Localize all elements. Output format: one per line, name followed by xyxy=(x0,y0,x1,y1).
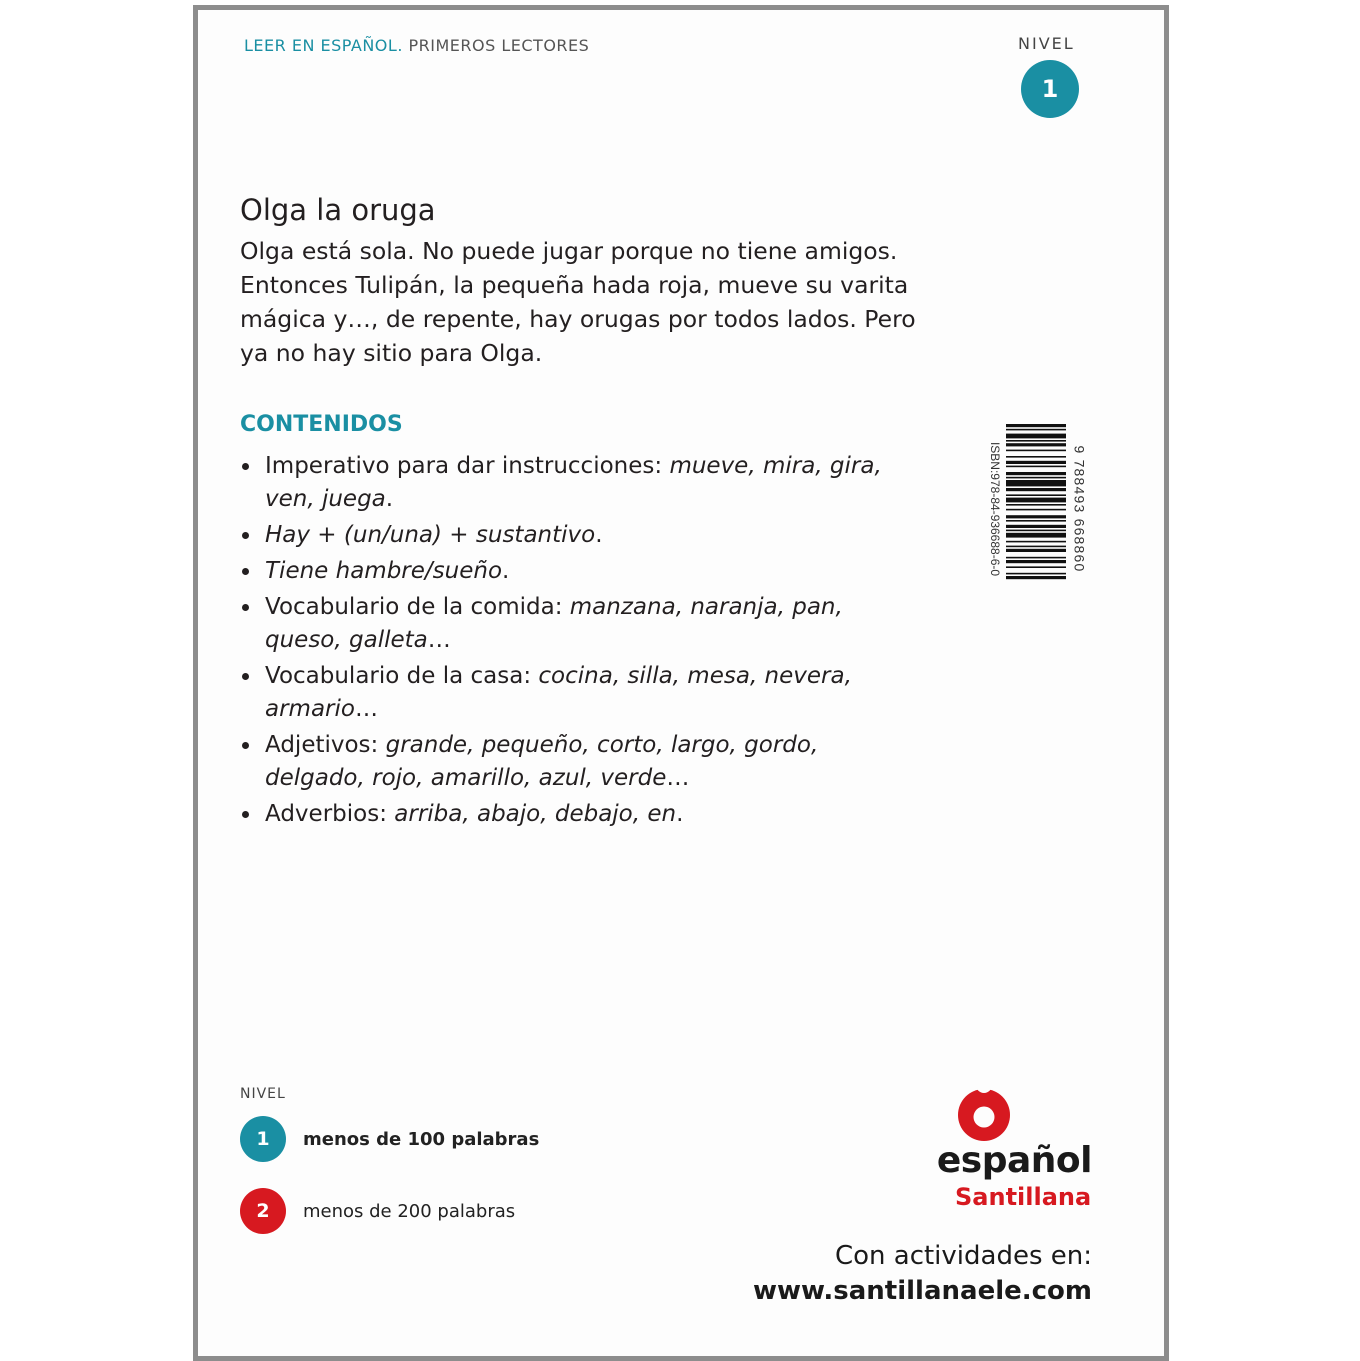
barcode-bar xyxy=(1006,434,1066,439)
barcode-bar xyxy=(1006,541,1066,543)
list-item: Hay + (un/una) + sustantivo. xyxy=(240,519,920,552)
publisher-name: español xyxy=(936,1140,1092,1181)
list-item: Adverbios: arriba, abajo, debajo, en. xyxy=(240,798,920,831)
series-brand: LEER EN ESPAÑOL. xyxy=(244,36,403,55)
activities-text: Con actividades en: xyxy=(834,1241,1092,1271)
barcode-bar xyxy=(1006,509,1066,511)
barcode-bar xyxy=(1006,450,1066,452)
barcode-bar xyxy=(1006,525,1066,528)
barcode-bar xyxy=(1006,456,1066,458)
level-badge-top: 1 xyxy=(1021,60,1079,118)
barcode-bar xyxy=(1006,560,1066,563)
levels-label: NIVEL xyxy=(240,1086,286,1102)
barcode-bar xyxy=(1006,533,1066,538)
publisher-sub: Santillana xyxy=(955,1183,1092,1211)
santillana-logo-icon xyxy=(954,1083,1014,1143)
barcode-bar xyxy=(1006,520,1066,522)
barcode-bar xyxy=(1006,424,1066,427)
barcode-bar xyxy=(1006,515,1066,518)
level-badge: 2 xyxy=(240,1188,286,1234)
barcode-bar xyxy=(1006,488,1066,491)
book-synopsis: Olga está sola. No puede jugar porque no tiene amigos. Entonces Tulipán, la pequeña hada roja, mueve su varita mágica y…, de repente, hay orugas por todos lados. Pero ya no hay sitio para Olga. xyxy=(240,237,916,367)
barcode-bars xyxy=(1006,424,1066,579)
barcode-bar xyxy=(1006,440,1066,442)
barcode-digits: 9 788493 668860 xyxy=(1071,445,1088,573)
contents-list xyxy=(240,450,920,834)
barcode-bar xyxy=(1006,466,1066,468)
list-item: Adjetivos: grande, pequeño, corto, largo, gordo, delgado, rojo, amarillo, azul, verde… xyxy=(240,729,920,795)
barcode-bar xyxy=(1006,429,1066,431)
list-item: Vocabulario de la comida: manzana, naranja, pan, queso, galleta… xyxy=(240,591,920,657)
level-row-1 xyxy=(240,1116,539,1162)
barcode-bar xyxy=(1006,546,1066,548)
level-row-2 xyxy=(240,1188,515,1234)
barcode-bar xyxy=(1006,557,1066,559)
book-back-cover xyxy=(193,5,1169,1361)
level-badge: 1 xyxy=(240,1116,286,1162)
list-item: Tiene hambre/sueño. xyxy=(240,555,920,588)
barcode-bar xyxy=(1006,549,1066,552)
barcode-bar xyxy=(1006,472,1066,475)
barcode-bar xyxy=(1006,504,1066,506)
barcode-bar xyxy=(1006,566,1066,568)
level-label-top: NIVEL xyxy=(1018,34,1075,53)
level-description: menos de 100 palabras xyxy=(303,1128,540,1150)
barcode-bar xyxy=(1006,494,1066,496)
barcode-bar xyxy=(1006,477,1066,479)
contents-heading: CONTENIDOS xyxy=(240,412,403,437)
list-item: Imperativo para dar instrucciones: mueve, mira, gira, ven, juega. xyxy=(240,450,920,516)
barcode-bar xyxy=(1006,576,1066,579)
list-item: Vocabulario de la casa: cocina, silla, mesa, nevera, armario… xyxy=(240,660,920,726)
barcode-bar xyxy=(1006,573,1066,575)
barcode-bar xyxy=(1006,461,1066,464)
series-header xyxy=(244,36,589,55)
website-link[interactable]: www.santillanaele.com xyxy=(753,1276,1092,1306)
barcode-bar xyxy=(1006,443,1066,446)
barcode-bar xyxy=(1006,480,1066,486)
series-collection: PRIMEROS LECTORES xyxy=(408,36,590,55)
level-description: menos de 200 palabras xyxy=(303,1200,516,1222)
isbn-barcode xyxy=(980,412,1090,607)
barcode-bar xyxy=(1006,498,1066,503)
barcode-graphic xyxy=(980,412,1090,607)
isbn-text: ISBN:978-84-936688-6-0 xyxy=(987,441,1002,577)
barcode-bar xyxy=(1006,530,1066,532)
book-title: Olga la oruga xyxy=(240,193,436,227)
